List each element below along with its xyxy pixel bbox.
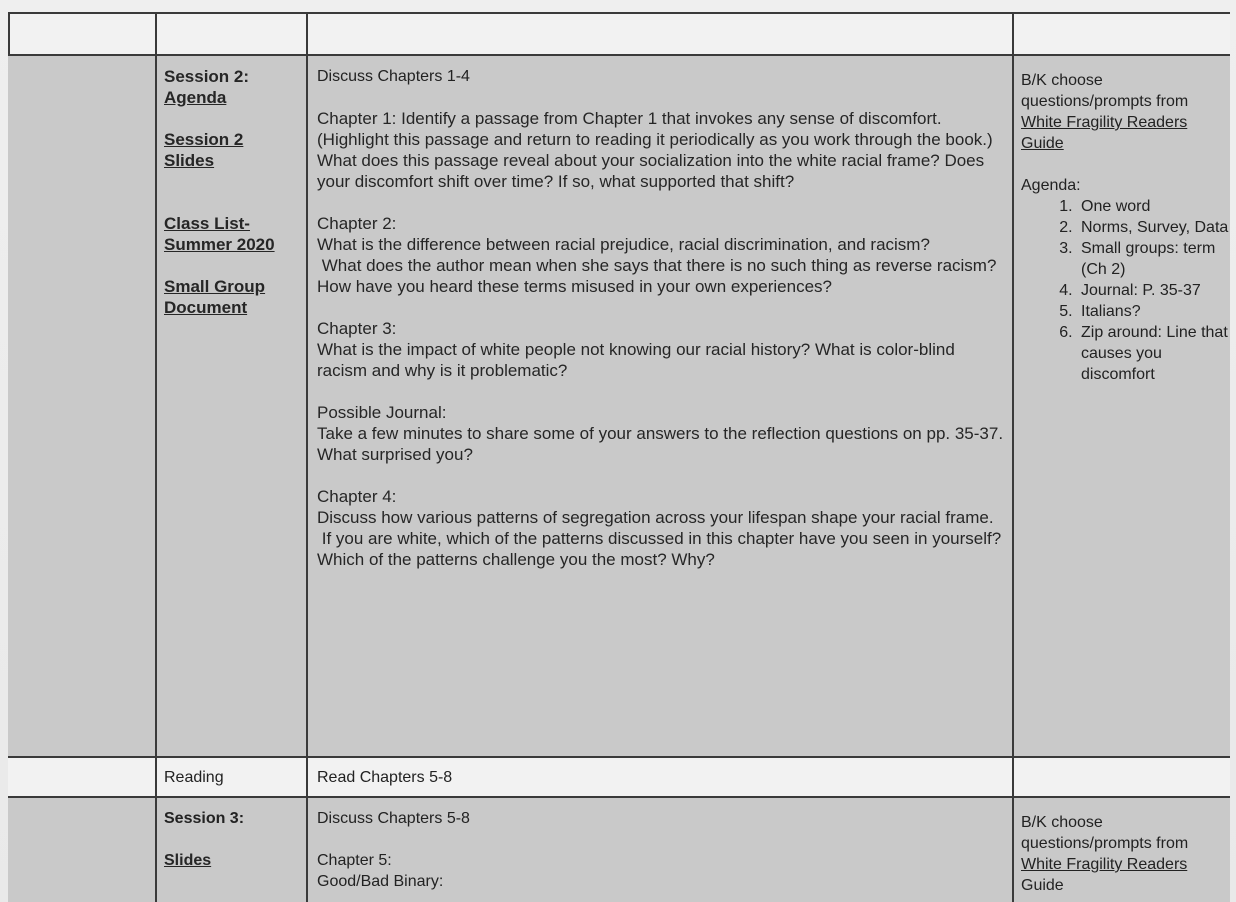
facilitator-note-text: B/K choose questions/prompts from — [1021, 814, 1189, 852]
session-2-title: Session 2: — [164, 67, 250, 86]
table-row-reading — [8, 756, 1230, 798]
agenda-item: 6. Zip around: Line that causes you discomfort — [1077, 322, 1230, 385]
session-2-slides-link[interactable]: Session 2 Slides — [164, 130, 244, 170]
session-3-title: Session 3: — [164, 810, 245, 827]
facilitator-note-tail: Guide — [1021, 877, 1064, 894]
agenda-list — [1021, 196, 1230, 385]
chapter-2-prompts — [317, 234, 1006, 297]
reading-text: Read Chapters 5-8 — [317, 769, 453, 786]
readers-guide-link[interactable]: White Fragility Readers — [1021, 856, 1188, 873]
column-divider — [8, 12, 10, 56]
facilitator-note — [1021, 70, 1230, 154]
reading-label: Reading — [164, 769, 224, 786]
column-divider — [155, 12, 157, 902]
table-row-header — [8, 12, 1230, 56]
chapter-4-line: If you are white, which of the patterns discussed in this chapter have you seen in yourself? Which of the patterns challenge you the most? Why? — [317, 529, 1006, 569]
chapter-3-prompt: What is the impact of white people not knowing our racial history? What is color-blind racism and why is it problematic? — [317, 340, 955, 380]
reading-label-cell — [156, 758, 308, 798]
chapter-2-line: How have you heard these terms misused in your own experiences? — [317, 277, 832, 296]
agenda-item: 5. Italians? — [1077, 301, 1230, 322]
session-2-notes-cell — [1014, 56, 1230, 758]
table-row-session-2 — [8, 54, 1230, 758]
small-group-document-link[interactable]: Small Group Document — [164, 277, 266, 317]
session-3-slides-link[interactable]: Slides — [164, 852, 212, 869]
journal-title: Possible Journal: — [317, 403, 447, 422]
agenda-item: 3. Small groups: term (Ch 2) — [1077, 238, 1230, 280]
chapter-5-line: Good/Bad Binary: — [317, 873, 444, 890]
chapter-3-title: Chapter 3: — [317, 319, 397, 338]
session-2-content-cell — [308, 56, 1014, 758]
agenda-item: 2. Norms, Survey, Data — [1077, 217, 1230, 238]
class-list-link[interactable]: Class List-Summer 2020 — [164, 214, 275, 254]
empty-cell — [8, 56, 156, 758]
chapter-4-line: Discuss how various patterns of segregation across your lifespan shape your racial frame. — [317, 508, 994, 527]
chapter-2-line: What does the author mean when she says that there is no such thing as reverse racism? — [317, 256, 997, 275]
chapter-4-title: Chapter 4: — [317, 487, 397, 506]
readers-guide-link[interactable]: White Fragility Readers Guide — [1021, 114, 1188, 152]
session-3-content-cell — [308, 798, 1014, 902]
session-3-label-cell — [156, 798, 308, 902]
journal-prompt: Take a few minutes to share some of your answers to the reflection questions on pp. 35-37. What surprised you? — [317, 424, 1004, 464]
reading-content-cell — [308, 758, 1014, 798]
facilitator-note — [1021, 812, 1230, 896]
chapter-4-prompts — [317, 507, 1006, 570]
chapter-5-title: Chapter 5: — [317, 852, 392, 869]
session-3-notes-cell — [1014, 798, 1230, 902]
table-row-session-3 — [8, 796, 1230, 902]
column-divider — [1012, 12, 1014, 902]
chapter-1-prompt: Chapter 1: Identify a passage from Chapter 1 that invokes any sense of discomfort. (Highlight this passage and return to reading it periodically as you work through the book.) What does this passage reveal about your socialization into the white racial frame? Does your discomfort shift over time? If so, what supported that shift? — [317, 109, 993, 191]
agenda-item: 4. Journal: P. 35-37 — [1077, 280, 1230, 301]
agenda-item: 1. One word — [1077, 196, 1230, 217]
chapter-2-line: What is the difference between racial prejudice, racial discrimination, and racism? — [317, 235, 930, 254]
agenda-label: Agenda: — [1021, 177, 1081, 194]
agenda-link[interactable]: Agenda — [164, 88, 227, 107]
facilitator-note-text: B/K choose questions/prompts from — [1021, 72, 1189, 110]
session-3-heading: Discuss Chapters 5-8 — [317, 810, 470, 827]
session-2-heading: Discuss Chapters 1-4 — [317, 68, 470, 85]
column-divider — [306, 12, 308, 902]
chapter-2-title: Chapter 2: — [317, 214, 397, 233]
session-2-label-cell — [156, 56, 308, 758]
